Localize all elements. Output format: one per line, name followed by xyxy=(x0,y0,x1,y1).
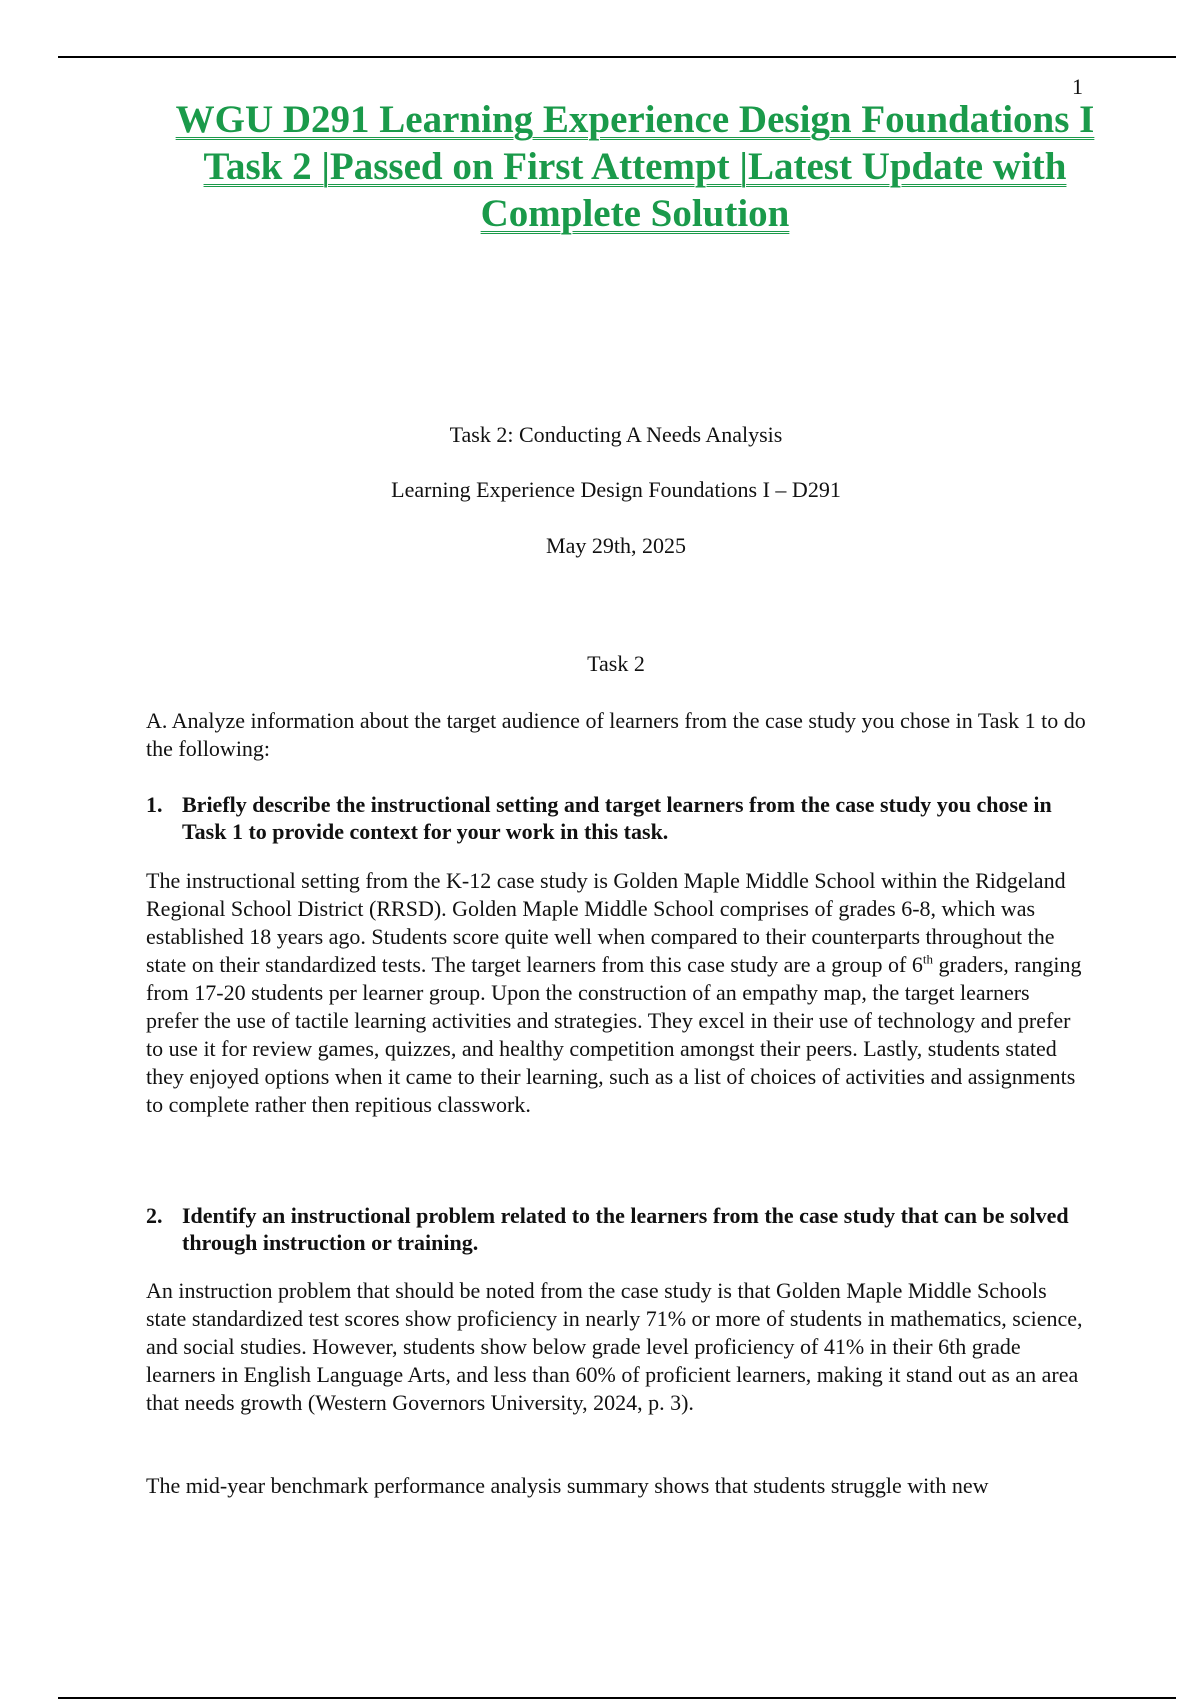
cover-course-line: Learning Experience Design Foundations I – D291 xyxy=(391,477,841,502)
intro-paragraph: A. Analyze information about the target audience of learners from the case study you chose in Task 1 to do the following: xyxy=(146,708,1086,761)
answer-2-paragraph: An instruction problem that should be noted from the case study is that Golden Maple Middle Schools state standardized test scores show proficiency in nearly 71% or more of students in mathematics, science, and social studies. However, students show below grade level proficiency of 41% in their 6th grade learners in English Language Arts, and less than 60% of proficient learners, making it stand out as an area that needs growth (Western Governors University, 2024, p. 3). xyxy=(146,1278,1083,1415)
answer-1-paragraph xyxy=(146,867,1086,1119)
cover-date-line: May 29th, 2025 xyxy=(546,533,686,558)
section-title: Task 2 xyxy=(587,651,645,676)
bottom-rule xyxy=(58,1697,1176,1699)
document-title xyxy=(120,96,1150,237)
page-number: 1 xyxy=(1072,74,1083,99)
question-1-text: Briefly describe the instructional setting and target learners from the case study you chose in Task 1 to provide context for your work in this task. xyxy=(182,792,1052,844)
ordinal-superscript: th xyxy=(922,951,933,967)
benchmark-paragraph: The mid-year benchmark performance analysis summary shows that students struggle with new xyxy=(146,1473,989,1498)
question-1-heading xyxy=(146,791,1096,845)
title-line-1: WGU D291 Learning Experience Design Foundations I xyxy=(175,98,1095,141)
question-2-heading xyxy=(146,1202,1096,1256)
answer-1-text-b: graders, ranging from 17-20 students per learner group. Upon the construction of an empathy map, the target learners prefer the use of tactile learning activities and strategies. They excel in their use of technology and prefer to use it for review games, quizzes, and healthy competition amongst their peers. Lastly, students stated they enjoyed options when it came to their learning, such as a list of choices of activities and assignments to complete rather then repitious classwork. xyxy=(146,952,1082,1117)
question-1-number: 1. xyxy=(146,792,163,817)
question-2-number: 2. xyxy=(146,1203,163,1228)
title-line-3: Complete Solution xyxy=(480,192,790,235)
answer-1-text-a: The instructional setting from the K-12 case study is Golden Maple Middle School within the Ridgeland Regional School District (RRSD). Golden Maple Middle School comprises of grades 6-8, which was established 18 years ago. Students score quite well when compared to their counterparts throughout the state on their standardized tests. The target learners from this case study are a group of 6 xyxy=(146,868,1066,977)
question-2-text: Identify an instructional problem related to the learners from the case study that can be solved through instruction or training. xyxy=(182,1203,1069,1255)
title-line-2: Task 2 |Passed on First Attempt |Latest Update with xyxy=(203,145,1067,188)
top-rule xyxy=(58,56,1176,58)
cover-task-line: Task 2: Conducting A Needs Analysis xyxy=(449,422,783,447)
